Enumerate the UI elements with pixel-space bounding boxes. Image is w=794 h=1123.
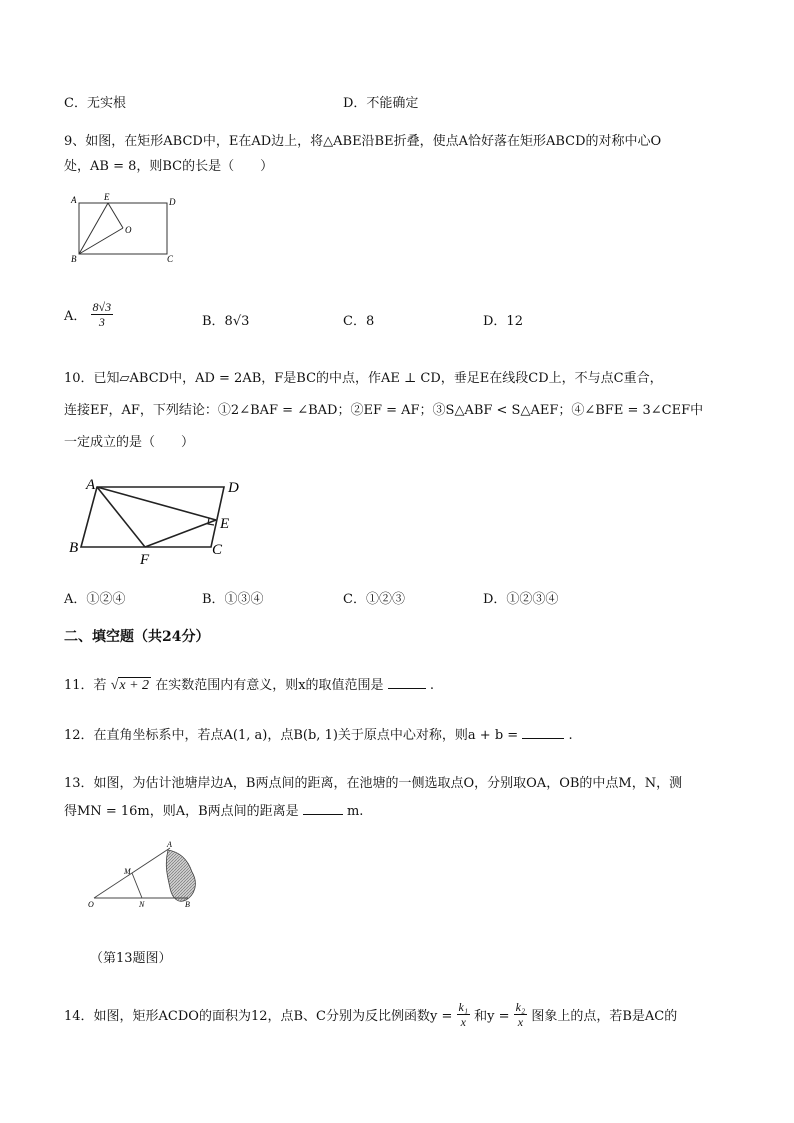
- q8-option-d: D．不能确定: [343, 96, 419, 111]
- q13-label-n: N: [139, 900, 145, 909]
- section-heading-fill-in: 二、填空题（共24分）: [64, 629, 210, 645]
- q9-stem-line1: 9、如图，在矩形ABCD中，E在AD边上，将△ABE沿BE折叠，使点A恰好落在矩形ABCD的对称中心O: [64, 134, 662, 149]
- pond-shape: [166, 850, 195, 901]
- q9-label-e: E: [104, 192, 110, 202]
- q10-figure: [64, 472, 264, 570]
- q9-figure: [64, 190, 184, 266]
- q9-label-d: D: [169, 197, 176, 207]
- q9-option-a-numerator: 8√3: [92, 300, 112, 314]
- q10-stem-line2: 连接EF，AF，下列结论：①2∠BAF = ∠BAD；②EF = AF；③S△ABF < S△AEF；④∠BFE = 3∠CEF中: [64, 403, 704, 418]
- q13-label-o: O: [88, 900, 94, 909]
- q11-radicand: x + 2: [119, 678, 150, 693]
- q13-stem-line1: 13．如图，为估计池塘岸边A，B两点间的距离，在池塘的一侧选取点O，分别取OA，OB的中点M，N，测: [64, 776, 683, 791]
- q9-label-a: A: [71, 195, 77, 205]
- q10-stem-line3: 一定成立的是（ ）: [64, 435, 195, 450]
- q9-stem-line2: 处，AB = 8，则BC的长是（ ）: [64, 159, 274, 174]
- q13-answer-blank[interactable]: [303, 802, 343, 815]
- q10-option-b: B．①③④: [202, 592, 264, 607]
- q10-label-f: F: [140, 552, 150, 568]
- q10-label-e: E: [220, 516, 230, 532]
- q9-option-a: A． $\frac{8√3}{3}$: [64, 300, 112, 329]
- q11-text: 11．若 √x + 2 在实数范围内有意义，则x的取值范围是 .: [64, 678, 434, 693]
- q13-stem-line2: 得MN = 16m，则A，B两点间的距离是 m.: [64, 804, 364, 819]
- q13-figure-caption: （第13题图）: [90, 951, 172, 966]
- q9-label-c: C: [167, 254, 174, 264]
- q14-x1: x: [460, 1015, 466, 1029]
- q10-label-c: C: [212, 542, 223, 558]
- q13-label-b: B: [185, 900, 190, 909]
- q9-option-d: D．12: [483, 314, 523, 329]
- q10-label-d: D: [228, 480, 239, 496]
- q14-k2: k₂: [515, 1000, 526, 1014]
- q13-label-m: M: [124, 867, 131, 876]
- q11-answer-blank[interactable]: [388, 676, 426, 689]
- q10-option-d: D．①②③④: [483, 592, 559, 607]
- q12-text: 12．在直角坐标系中，若点A(1, a)，点B(b, 1)关于原点中心对称，则a + b = .: [64, 728, 573, 743]
- q8-option-c: C．无实根: [64, 96, 126, 111]
- q10-option-c: C．①②③: [343, 592, 405, 607]
- q9-option-b: B．8√3: [202, 314, 250, 329]
- q9-option-a-denominator: 3: [98, 315, 105, 329]
- q10-stem-line1: 10．已知▱ABCD中，AD = 2AB，F是BC的中点，作AE ⊥ CD，垂足E在线段CD上，不与点C重合，: [64, 371, 663, 386]
- q9-label-b: B: [71, 254, 77, 264]
- q14-text: 14．如图，矩形ACDO的面积为12，点B、C分别为反比例函数y = $\frac{\text{k₁}}{x}$ 和y = $\frac{\text{k₂}}{x}$ 图象上的点，若B是AC的: [64, 1000, 678, 1029]
- q14-x2: x: [517, 1015, 524, 1029]
- q10-label-a: A: [86, 477, 96, 493]
- q9-label-o: O: [125, 225, 132, 235]
- q12-answer-blank[interactable]: [522, 726, 564, 739]
- q9-option-c: C．8: [343, 314, 375, 329]
- q13-label-a: A: [167, 840, 172, 849]
- q10-label-b: B: [69, 540, 79, 556]
- q13-figure: [84, 838, 214, 912]
- q14-k1: k₁: [458, 1000, 469, 1014]
- q10-option-a: A．①②④: [64, 592, 126, 607]
